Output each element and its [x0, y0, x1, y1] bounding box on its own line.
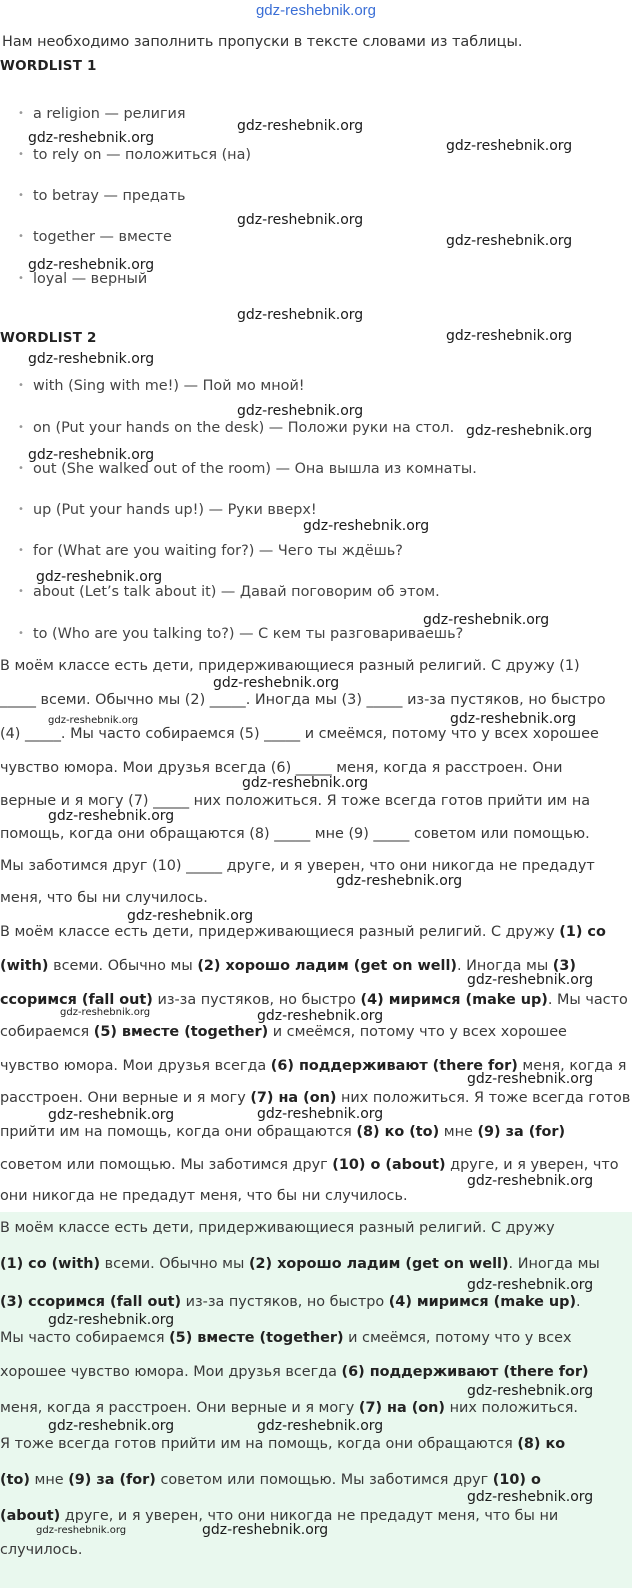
answer-highlight: (7) на (on) [358, 1400, 446, 1416]
watermark-text: gdz-reshebnik.org [467, 972, 594, 988]
answer-1-line [0, 1124, 565, 1140]
watermark-text: gdz-reshebnik.org [467, 1383, 594, 1399]
wordlist-1-item-text: loyal — верный [33, 271, 148, 287]
answer-text: меня, когда я [517, 1058, 627, 1074]
answer-highlight: (2) хорошо ладим (get on well) [197, 958, 457, 974]
task-line: В моём классе есть дети, придерживающиеся разный религий. С дружу (1) [0, 658, 580, 674]
wordlist-1-item-text: together — вместе [33, 229, 172, 245]
watermark-text: gdz-reshebnik.org [48, 715, 139, 726]
watermark-text: gdz-reshebnik.org [242, 775, 369, 791]
answer-text: и смеёмся, потому что у всех [343, 1330, 572, 1346]
wordlist-2-title: WORDLIST 2 [0, 330, 97, 346]
wordlist-2-item [18, 378, 305, 394]
watermark-text: gdz-reshebnik.org [467, 1173, 594, 1189]
watermark-text: gdz-reshebnik.org [28, 351, 155, 367]
task-line: помощь, когда они обращаются (8) _____ мне (9) _____ советом или помощью. [0, 826, 590, 842]
task-line: (4) _____. Мы часто собираемся (5) _____ и смеёмся, потому что у всех хорошее [0, 726, 599, 742]
watermark-text: gdz-reshebnik.org [257, 1106, 384, 1122]
watermark-text: gdz-reshebnik.org [446, 233, 573, 249]
answer-highlight: (10) о (about) [332, 1157, 446, 1173]
answer-text: собираемся [0, 1024, 94, 1040]
bullet-icon: • [18, 504, 24, 515]
answer-text: . [576, 1294, 581, 1310]
task-line: верные и я могу (7) _____ них положиться. Я тоже всегда готов прийти им на [0, 793, 591, 809]
watermark-text: gdz-reshebnik.org [28, 130, 155, 146]
wordlist-2-item-text: about (Let’s talk about it) — Давай поговорим об этом. [33, 584, 440, 600]
watermark-text: gdz-reshebnik.org [257, 1418, 384, 1434]
bullet-icon: • [18, 380, 24, 391]
answer-text: и смеёмся, потому что у всех хорошее [268, 1024, 567, 1040]
task-line: меня, что бы ни случилось. [0, 890, 208, 906]
wordlist-2-item [18, 543, 403, 559]
answer-text: всеми. Обычно мы [48, 958, 198, 974]
answer-1-line [0, 1188, 408, 1204]
answer-highlight: (3) [552, 958, 576, 974]
wordlist-1-item [18, 229, 172, 245]
answer-text: друге, и я уверен, что они никогда не предадут меня, что бы ни [60, 1508, 559, 1524]
answer-text: чувство юмора. Мои друзья всегда [0, 1058, 271, 1074]
bullet-icon: • [18, 108, 24, 119]
answer-highlight: (2) хорошо ладим (get on well) [248, 1256, 509, 1272]
watermark-text: gdz-reshebnik.org [257, 1008, 384, 1024]
wordlist-1-item [18, 106, 186, 122]
answer-2-line [0, 1364, 589, 1380]
wordlist-1-item [18, 188, 185, 204]
watermark-text: gdz-reshebnik.org [60, 1007, 151, 1018]
wordlist-2-item [18, 626, 463, 642]
answer-highlight: (with) [0, 958, 49, 974]
watermark-text: gdz-reshebnik.org [48, 808, 175, 824]
answer-highlight: (6) поддерживают (there for) [270, 1058, 518, 1074]
answer-1-line [0, 1157, 619, 1173]
answer-highlight: (4) миримся (make up) [388, 1294, 577, 1310]
answer-highlight: (8) ко (to) [356, 1124, 440, 1140]
answer-highlight: (10) о [492, 1472, 541, 1488]
answer-1-line [0, 1024, 567, 1040]
answer-1-line [0, 992, 628, 1008]
answer-text: из-за пустяков, но быстро [152, 992, 361, 1008]
watermark-text: gdz-reshebnik.org [423, 612, 550, 628]
answer-text: из-за пустяков, но быстро [181, 1294, 389, 1310]
answer-2-line [0, 1220, 555, 1236]
answer-text: Я тоже всегда готов прийти им на помощь, когда они обращаются [0, 1436, 518, 1452]
watermark-text: gdz-reshebnik.org [36, 1525, 127, 1536]
watermark-text: gdz-reshebnik.org [202, 1522, 329, 1538]
wordlist-2-item [18, 584, 440, 600]
answer-text: прийти им на помощь, когда они обращаются [0, 1124, 357, 1140]
answer-highlight: (1) со [559, 924, 606, 940]
answer-2-line [0, 1542, 82, 1558]
watermark-text: gdz-reshebnik.org [36, 569, 163, 585]
watermark-text: gdz-reshebnik.org [466, 423, 593, 439]
answer-text: мне [29, 1472, 69, 1488]
answer-text: В моём классе есть дети, придерживающиеся разный религий. С дружу [0, 1220, 555, 1236]
answer-text: друге, и я уверен, что [445, 1157, 619, 1173]
answer-text: меня, когда я расстроен. Они верные и я могу [0, 1400, 359, 1416]
answer-2-line [0, 1330, 572, 1346]
watermark-text: gdz-reshebnik.org [467, 1071, 594, 1087]
task-line: чувство юмора. Мои друзья всегда (6) _____ меня, когда я расстроен. Они [0, 760, 563, 776]
bullet-icon: • [18, 422, 24, 433]
wordlist-2-item-text: to (Who are you talking to?) — С кем ты разговариваешь? [33, 626, 464, 642]
wordlist-1-item [18, 147, 251, 163]
answer-2-line [0, 1400, 578, 1416]
bullet-icon: • [18, 463, 24, 474]
wordlist-2-item-text: with (Sing with me!) — Пой мо мной! [33, 378, 305, 394]
watermark-text: gdz-reshebnik.org [28, 447, 155, 463]
watermark-text: gdz-reshebnik.org [237, 307, 364, 323]
watermark-text: gdz-reshebnik.org [336, 873, 463, 889]
watermark-text: gdz-reshebnik.org [48, 1418, 175, 1434]
watermark-text: gdz-reshebnik.org [237, 403, 364, 419]
wordlist-2-item-text: up (Put your hands up!) — Руки вверх! [33, 502, 317, 518]
wordlist-1-item-text: to rely on — положиться (на) [33, 147, 252, 163]
bullet-icon: • [18, 273, 24, 284]
answer-highlight: (7) на (on) [250, 1090, 337, 1106]
answer-2-line [0, 1294, 581, 1310]
answer-highlight: (1) со (with) [0, 1256, 101, 1272]
answer-2-line [0, 1256, 600, 1272]
answer-highlight: (6) поддерживают (there for) [341, 1364, 589, 1380]
wordlist-2-item [18, 502, 317, 518]
wordlist-2-item-text: for (What are you waiting for?) — Чего ты ждёшь? [33, 543, 403, 559]
task-line: Мы заботимся друг (10) _____ друге, и я уверен, что они никогда не предадут [0, 858, 595, 874]
answer-text: советом или помощью. Мы заботимся друг [0, 1157, 333, 1173]
answer-1-line [0, 924, 606, 940]
answer-text: мне [439, 1124, 478, 1140]
answer-text: В моём классе есть дети, придерживающиеся разный религий. С дружу [0, 924, 560, 940]
watermark-text: gdz-reshebnik.org [48, 1312, 175, 1328]
answer-highlight: (5) вместе (together) [93, 1024, 269, 1040]
answer-text: они никогда не предадут меня, что бы ни случилось. [0, 1188, 408, 1204]
answer-text: Мы часто собираемся [0, 1330, 170, 1346]
wordlist-2-item-text: out (She walked out of the room) — Она вышла из комнаты. [33, 461, 477, 477]
bullet-icon: • [18, 231, 24, 242]
answer-text: . Иногда мы [456, 958, 553, 974]
wordlist-1-item [18, 271, 147, 287]
watermark-text: gdz-reshebnik.org [127, 908, 254, 924]
wordlist-2-item-text: on (Put your hands on the desk) — Положи руки на стол. [33, 420, 455, 436]
answer-text: советом или помощью. Мы заботимся друг [155, 1472, 493, 1488]
answer-2-line [0, 1436, 565, 1452]
watermark-text: gdz-reshebnik.org [467, 1489, 594, 1505]
watermark-text: gdz-reshebnik.org [48, 1107, 175, 1123]
watermark-text: gdz-reshebnik.org [303, 518, 430, 534]
watermark-text: gdz-reshebnik.org [446, 138, 573, 154]
answer-highlight: ссоримся (fall out) [0, 992, 153, 1008]
bullet-icon: • [18, 545, 24, 556]
bullet-icon: • [18, 149, 24, 160]
answer-text: . Иногда мы [508, 1256, 600, 1272]
watermark-text: gdz-reshebnik.org [450, 711, 577, 727]
wordlist-2-item [18, 420, 454, 436]
wordlist-1-item-text: a religion — религия [33, 106, 186, 122]
answer-highlight: (5) вместе (together) [169, 1330, 344, 1346]
answer-text: . Мы часто [547, 992, 628, 1008]
watermark-text: gdz-reshebnik.org [467, 1277, 594, 1293]
answer-highlight: (9) за (for) [68, 1472, 156, 1488]
intro-text: Нам необходимо заполнить пропуски в тексте словами из таблицы. [2, 34, 523, 50]
answer-text: них положиться. [445, 1400, 578, 1416]
answer-2-line [0, 1472, 541, 1488]
watermark-text: gdz-reshebnik.org [28, 257, 155, 273]
answer-text: случилось. [0, 1542, 83, 1558]
wordlist-1-item-text: to betray — предать [33, 188, 186, 204]
task-line: _____ всеми. Обычно мы (2) _____. Иногда мы (3) _____ из-за пустяков, но быстро [0, 692, 606, 708]
wordlist-1-title: WORDLIST 1 [0, 58, 97, 74]
answer-highlight: (to) [0, 1472, 30, 1488]
answer-text: хорошее чувство юмора. Мои друзья всегда [0, 1364, 342, 1380]
answer-highlight: (9) за (for) [477, 1124, 566, 1140]
watermark-text: gdz-reshebnik.org [446, 328, 573, 344]
watermark-text: gdz-reshebnik.org [237, 212, 364, 228]
answer-text: расстроен. Они верные и я могу [0, 1090, 251, 1106]
bullet-icon: • [18, 628, 24, 639]
answer-text: них положиться. Я тоже всегда готов [336, 1090, 631, 1106]
answer-highlight: (3) ссоримся (fall out) [0, 1294, 182, 1310]
wordlist-2-item [18, 461, 477, 477]
answer-1-line [0, 1090, 630, 1106]
answer-text: всеми. Обычно мы [100, 1256, 249, 1272]
bullet-icon: • [18, 586, 24, 597]
answer-highlight: (4) миримся (make up) [360, 992, 548, 1008]
bullet-icon: • [18, 190, 24, 201]
watermark-text: gdz-reshebnik.org [213, 675, 340, 691]
answer-highlight: (8) ко [517, 1436, 566, 1452]
site-header-link[interactable]: gdz-reshebnik.org [255, 2, 377, 19]
answer-highlight: (about) [0, 1508, 61, 1524]
watermark-text: gdz-reshebnik.org [237, 118, 364, 134]
